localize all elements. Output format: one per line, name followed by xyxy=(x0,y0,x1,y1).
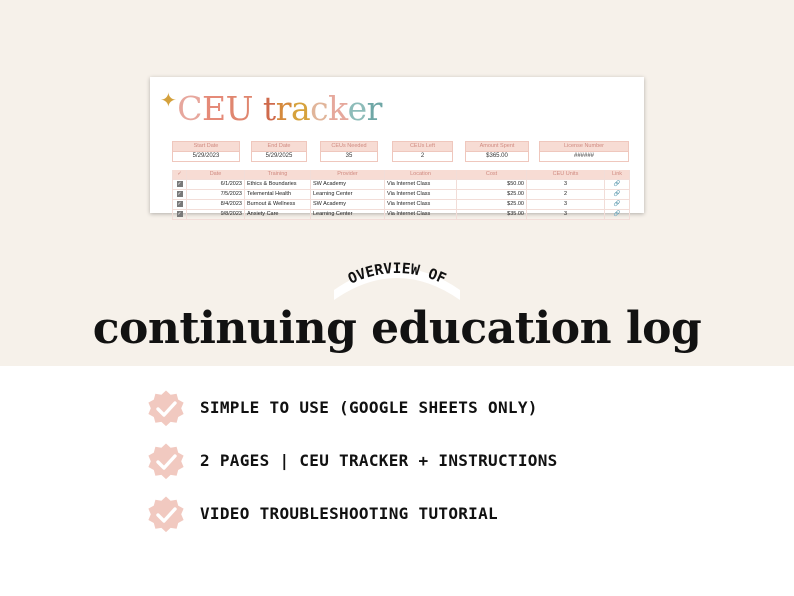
column-header: Date xyxy=(186,170,244,179)
table-cell: SW Academy xyxy=(310,200,384,209)
stat-ceus-left xyxy=(392,141,453,161)
check-badge-icon xyxy=(146,388,186,428)
table-header-row xyxy=(172,170,630,180)
title-letter: U xyxy=(225,89,253,128)
link-icon[interactable]: 🔗 xyxy=(604,200,630,209)
ceu-log-table xyxy=(172,170,630,220)
stat-label: License Number xyxy=(539,141,629,151)
column-header: Provider xyxy=(310,170,384,179)
link-icon[interactable]: 🔗 xyxy=(604,210,630,219)
table-row xyxy=(172,190,630,200)
stat-label: Start Date xyxy=(172,141,240,151)
column-header: Location xyxy=(384,170,456,179)
feature-label: SIMPLE TO USE (GOOGLE SHEETS ONLY) xyxy=(200,398,538,417)
title-letter: a xyxy=(290,89,311,128)
table-cell: 7/5/2023 xyxy=(186,190,244,199)
stat-label: End Date xyxy=(251,141,307,151)
link-icon[interactable]: 🔗 xyxy=(604,190,630,199)
link-icon[interactable]: 🔗 xyxy=(604,180,630,189)
check-badge-icon xyxy=(146,441,186,481)
table-cell: Telemental Health xyxy=(244,190,310,199)
table-cell: Via Internet Class xyxy=(384,200,456,209)
table-body xyxy=(172,180,630,220)
title-letter: E xyxy=(202,89,226,128)
sheet-title xyxy=(160,87,382,131)
table-cell: $50.00 xyxy=(456,180,526,189)
title-letter: t xyxy=(262,89,276,128)
table-cell: 2 xyxy=(526,190,604,199)
column-header: Cost xyxy=(456,170,526,179)
row-checkbox[interactable] xyxy=(172,210,186,219)
checkbox-checked-icon[interactable]: ✓ xyxy=(177,190,182,197)
check-badge-icon xyxy=(146,494,186,534)
checkbox-checked-icon[interactable]: ✓ xyxy=(177,200,182,207)
table-cell: 3 xyxy=(526,180,604,189)
title-letter: C xyxy=(177,89,203,128)
table-cell: 3 xyxy=(526,210,604,219)
table-cell: $25.00 xyxy=(456,200,526,209)
stat-end-date xyxy=(251,141,307,161)
stat-value: 2 xyxy=(392,151,453,162)
table-cell: Burnout & Wellness xyxy=(244,200,310,209)
stat-amount-spent xyxy=(465,141,529,161)
stat-value: ###### xyxy=(539,151,629,162)
overview-label-arc xyxy=(330,262,464,302)
table-row xyxy=(172,200,630,210)
stat-value: 5/29/2025 xyxy=(251,151,307,162)
sparkle-icon: ✦ xyxy=(160,88,177,112)
spreadsheet-preview xyxy=(150,77,644,217)
table-cell: SW Academy xyxy=(310,180,384,189)
table-cell: Ethics & Boundaries xyxy=(244,180,310,189)
table-cell: Anxiety Care xyxy=(244,210,310,219)
page-headline: continuing education log xyxy=(92,303,702,354)
feature-item xyxy=(146,441,666,481)
table-cell: Learning Center xyxy=(310,190,384,199)
column-header: Training xyxy=(244,170,310,179)
table-cell: $25.00 xyxy=(456,190,526,199)
stat-license-number xyxy=(539,141,629,161)
stat-value: 5/29/2023 xyxy=(172,151,240,162)
feature-item xyxy=(146,388,666,428)
row-checkbox[interactable] xyxy=(172,180,186,189)
table-cell: Via Internet Class xyxy=(384,190,456,199)
stat-label: Amount Spent xyxy=(465,141,529,151)
stat-start-date xyxy=(172,141,240,161)
table-cell: Via Internet Class xyxy=(384,180,456,189)
column-header: CEU Units xyxy=(526,170,604,179)
title-letter: k xyxy=(328,89,348,128)
summary-stats xyxy=(172,141,630,161)
title-letter: r xyxy=(366,89,382,128)
table-row xyxy=(172,210,630,220)
feature-label: 2 PAGES | CEU TRACKER + INSTRUCTIONS xyxy=(200,451,558,470)
table-cell: $35.00 xyxy=(456,210,526,219)
feature-label: VIDEO TROUBLESHOOTING TUTORIAL xyxy=(200,504,498,523)
stat-label: CEUs Left xyxy=(392,141,453,151)
table-row xyxy=(172,180,630,190)
table-cell: Via Internet Class xyxy=(384,210,456,219)
overview-label: OVERVIEW OF xyxy=(345,261,449,288)
row-checkbox[interactable] xyxy=(172,200,186,209)
table-cell: 8/4/2023 xyxy=(186,200,244,209)
table-cell: 3 xyxy=(526,200,604,209)
title-letter xyxy=(253,89,263,128)
stat-ceus-needed xyxy=(320,141,378,161)
title-letter: e xyxy=(347,89,367,128)
table-cell: 6/1/2023 xyxy=(186,180,244,189)
title-letter: r xyxy=(275,89,291,128)
checkbox-checked-icon[interactable]: ✓ xyxy=(177,210,182,217)
column-header: ✓ xyxy=(172,170,186,179)
row-checkbox[interactable] xyxy=(172,190,186,199)
title-letter: c xyxy=(310,89,329,128)
stat-label: CEUs Needed xyxy=(320,141,378,151)
column-header: Link xyxy=(604,170,630,179)
feature-item xyxy=(146,494,666,534)
checkbox-checked-icon[interactable]: ✓ xyxy=(177,180,182,187)
table-cell: Learning Center xyxy=(310,210,384,219)
stat-value: $365.00 xyxy=(465,151,529,162)
svg-text:OVERVIEW OF xyxy=(346,261,448,288)
sheet-title-text xyxy=(177,89,382,128)
stat-value: 35 xyxy=(320,151,378,162)
table-cell: 9/8/2023 xyxy=(186,210,244,219)
